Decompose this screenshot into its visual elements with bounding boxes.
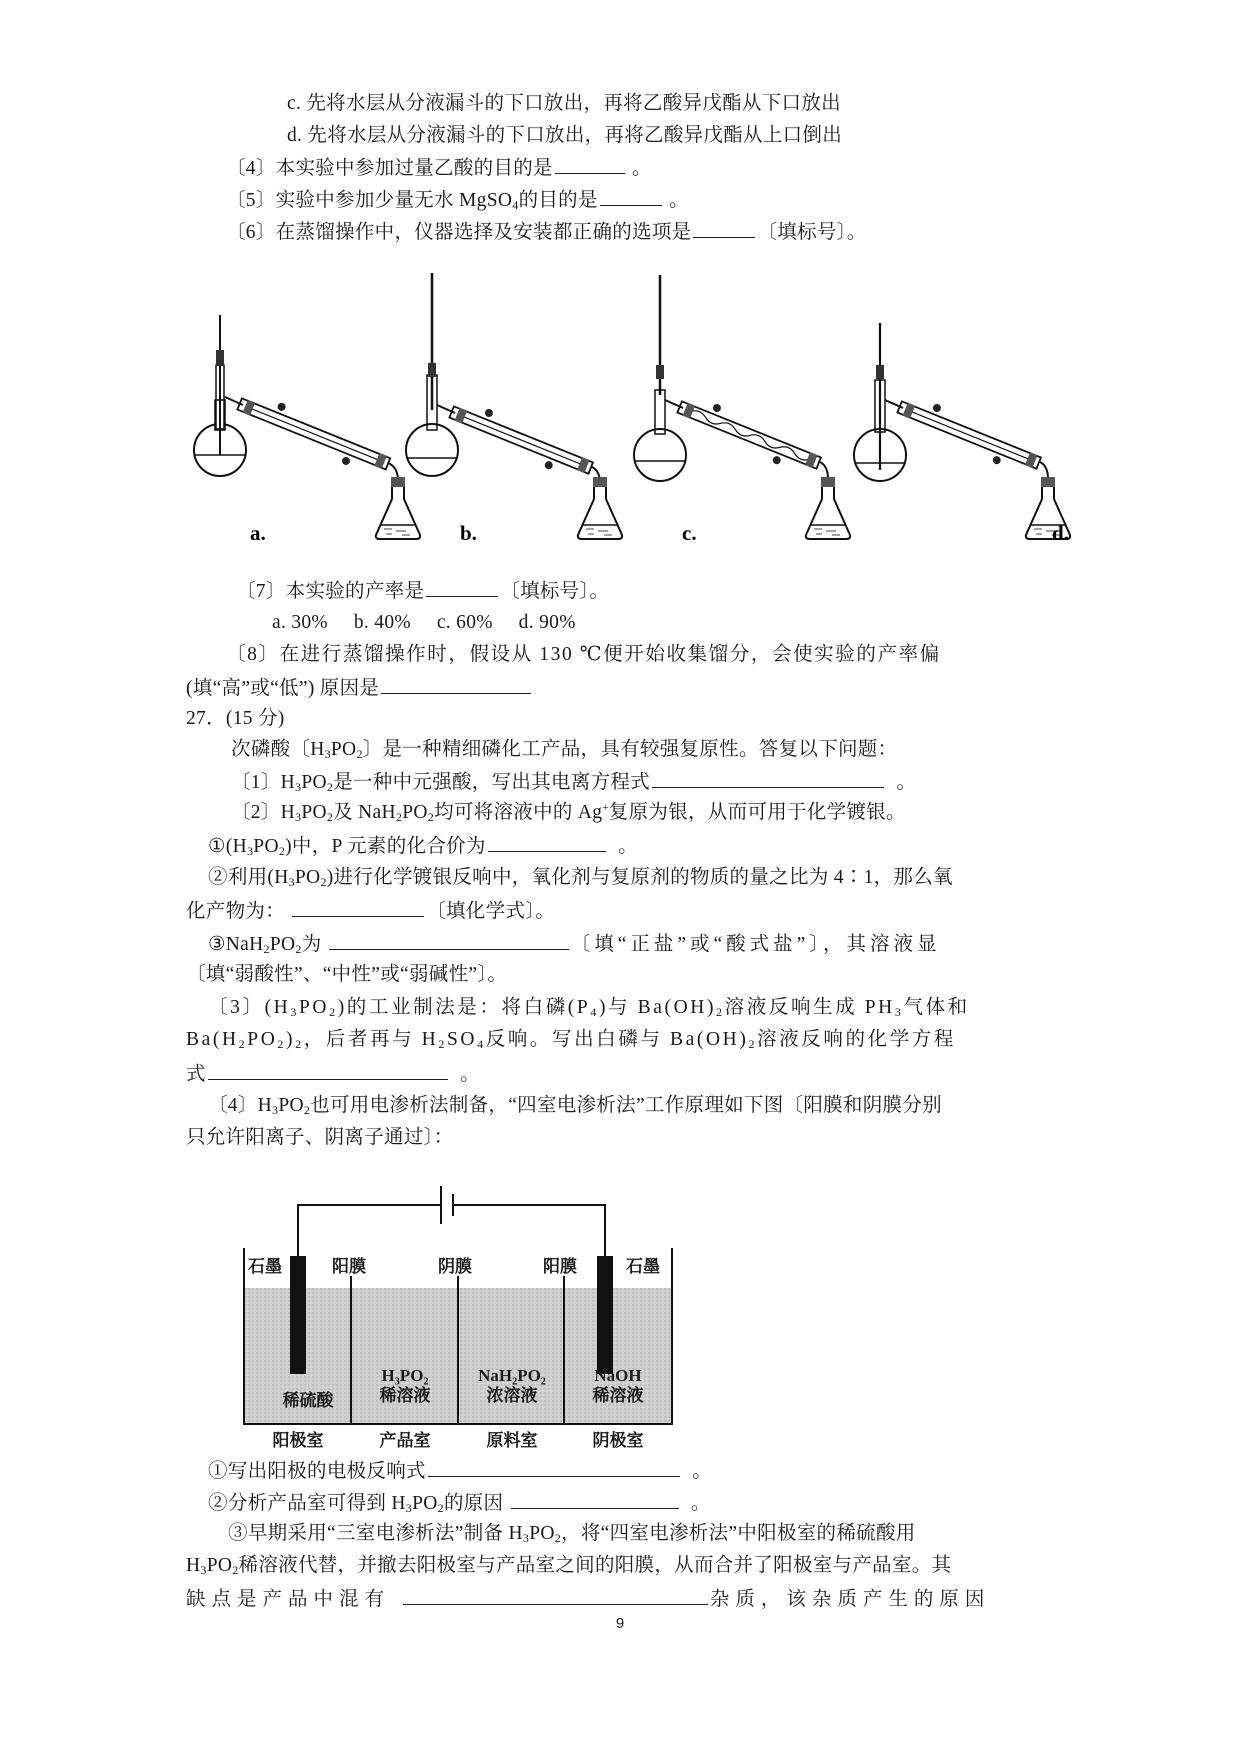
problem-27-part-2-sub-3-line2: 〔填“弱酸性”、“中性”或“弱碱性”〕。	[186, 964, 508, 985]
question-7	[236, 578, 609, 604]
chamber-2-name: 产品室	[379, 1431, 431, 1450]
answer-blank[interactable]	[292, 898, 424, 917]
question-4	[226, 155, 652, 181]
question-text: 在蒸馏操作中，仪器选择及安装都正确的选项是	[275, 222, 692, 243]
problem-27-part-4-sub-1: ①写出阳极的电极反响式 。	[208, 1458, 712, 1484]
svg-text:b.: b.	[460, 521, 477, 545]
problem-27-part-2-sub-3: $③NaH_2PO_2$为 〔填“正盐”或“酸式盐”〕，其溶液显	[208, 931, 941, 957]
electrode-label-left: 石墨	[248, 1257, 282, 1276]
membrane-label-2: 阴膜	[438, 1257, 472, 1276]
chamber-4-solution: NaOH 稀溶液	[592, 1366, 644, 1405]
question-text: 本实验中参加过量乙酸的目的是	[275, 158, 553, 179]
problem-27-part-4-sub-3-line3: 缺点是产品中混有 杂质，该杂质产生的原因	[186, 1586, 990, 1612]
question-5	[226, 187, 689, 213]
svg-text:c.: c.	[682, 521, 697, 545]
problem-27-part-2: 〔2〕$H_3PO_2$及 $NaH_2PO_2$均可将溶液中的 Ag+复原为银，从而可用于化学镀银。	[231, 802, 906, 824]
question-text: 本实验的产率是	[285, 581, 425, 602]
question-text: 实验中参加少量无水 MgSO	[275, 190, 513, 211]
punct: 。	[668, 190, 689, 211]
question-text: (填“高”或“低”) 原因是	[186, 678, 380, 699]
problem-27-part-4: 〔4〕$H_3PO_2$也可用电渗析法制备，“四室电渗析法”工作原理如下图〔阳膜和阴膜分别	[208, 1095, 942, 1117]
problem-27-part-2-sub-1: $①(H_3PO_2)$中，P 元素的化合价为 。	[208, 833, 638, 859]
apparatus-d	[854, 323, 1070, 545]
option-b: b. 40%	[353, 612, 411, 633]
apparatus-c	[634, 275, 850, 545]
question-8-line1	[226, 643, 1044, 667]
question-number: 〔7〕	[236, 581, 286, 602]
problem-27-part-1: 〔1〕$H_3PO_2$是一种中元强酸，写出其电离方程式 。	[231, 769, 916, 795]
problem-27-part-3-line2: $Ba(H_2PO_2)_2$，后者再与 $H_2SO_4$反响。写出白磷与 $Ba(OH)_2$溶液反响的化学方程	[186, 1029, 956, 1051]
answer-blank[interactable]	[652, 769, 884, 788]
answer-blank[interactable]	[428, 1458, 680, 1477]
question-text: 的目的是	[518, 190, 598, 211]
punct: 。	[632, 158, 652, 179]
chamber-2-solution: H₃PO₂ 稀溶液	[379, 1366, 431, 1405]
problem-27-part-4-sub-2: ②分析产品室可得到 $H_3PO_2$的原因 。	[208, 1490, 711, 1516]
subscript: 4	[512, 198, 519, 212]
svg-text:a.: a.	[250, 521, 266, 545]
apparatus-a	[194, 315, 420, 545]
problem-27-part-2-sub-2-line2: 化产物为： 〔填化学式〕。	[186, 898, 555, 924]
question-number: 〔4〕	[226, 158, 276, 179]
page-number: 9	[615, 1615, 625, 1632]
problem-27-part-3: 〔3〕$(H_3PO_2)$的工业制法是：将白磷$(P_4)$与 $Ba(OH)_2$溶液反响生成 $PH_3$气体和	[208, 997, 970, 1019]
distillation-apparatus-figure	[180, 255, 1100, 555]
question-8-line2	[186, 675, 533, 701]
problem-27-intro: 次磷酸〔$H_3PO_2$〕是一种精细磷化工产品，具有较强复原性。答复以下问题：	[231, 739, 898, 761]
problem-number: 27．(15 分)	[186, 708, 285, 729]
chamber-1-name: 阳极室	[272, 1431, 324, 1450]
problem-27-part-4-sub-3: ③早期采用“三室电渗析法”制备 $H_3PO_2$，将“四室电渗析法”中阳极室的稀硫酸用	[228, 1523, 916, 1545]
question-6	[226, 219, 867, 245]
answer-blank[interactable]	[381, 675, 531, 694]
answer-blank[interactable]	[426, 578, 498, 597]
question-text: 在进行蒸馏操作时，假设从 130 ℃便开始收集馏分，会使实验的产率偏	[279, 644, 941, 665]
chamber-1-solution: 稀硫酸	[282, 1391, 334, 1410]
option-d	[287, 124, 842, 148]
membrane-label-3: 阳膜	[543, 1257, 577, 1276]
option-d: d. 90%	[518, 612, 576, 633]
problem-27-part-4-sub-3-line2: $H_3PO_2$稀溶液代替，并撤去阳极室与产品室之间的阳膜，从而合并了阳极室与产品室。其	[186, 1555, 952, 1577]
chamber-3-solution: NaH₂PO₂ 浓溶液	[478, 1366, 546, 1405]
question-number: 〔5〕	[226, 190, 276, 211]
punct: 〔填标号〕。	[757, 222, 867, 243]
answer-blank[interactable]	[488, 833, 606, 852]
problem-27-part-4-line2: 只允许阳离子、阴离子通过〕：	[186, 1127, 454, 1148]
question-number: 〔8〕	[226, 644, 280, 665]
membrane-label-1: 阳膜	[332, 1257, 366, 1276]
punct: 〔填标号〕。	[500, 581, 610, 602]
problem-27-part-3-line3: 式 。	[186, 1061, 480, 1087]
problem-27-part-2-sub-2: ②利用$(H_3PO_2)$进行化学镀银反响中，氧化剂与复原剂的物质的量之比为 4∶1，那么氧	[208, 867, 953, 889]
question-number: 〔6〕	[226, 222, 276, 243]
option-c: c. 60%	[436, 612, 493, 633]
electrode-label-right: 石墨	[626, 1257, 660, 1276]
question-7-options	[272, 611, 576, 635]
option-c	[287, 92, 841, 116]
option-label: d.	[287, 125, 303, 146]
apparatus-b	[406, 273, 622, 545]
answer-blank[interactable]	[403, 1586, 708, 1605]
electrodialysis-diagram	[240, 1168, 675, 1450]
option-text: 先将水层从分液漏斗的下口放出，再将乙酸异戊酯从上口倒出	[307, 125, 843, 146]
answer-blank[interactable]	[511, 1490, 679, 1509]
answer-blank[interactable]	[693, 219, 755, 238]
problem-27-header	[186, 707, 285, 731]
option-a: a. 30%	[272, 612, 328, 633]
option-text: 先将水层从分液漏斗的下口放出，再将乙酸异戊酯从下口放出	[306, 93, 841, 114]
chamber-4-name: 阴极室	[592, 1431, 644, 1450]
option-label: c.	[287, 93, 302, 114]
answer-blank[interactable]	[555, 155, 625, 174]
answer-blank[interactable]	[329, 931, 569, 950]
svg-text:d.: d.	[1052, 521, 1069, 545]
answer-blank[interactable]	[208, 1061, 448, 1080]
chamber-3-name: 原料室	[486, 1431, 538, 1450]
answer-blank[interactable]	[600, 187, 662, 206]
